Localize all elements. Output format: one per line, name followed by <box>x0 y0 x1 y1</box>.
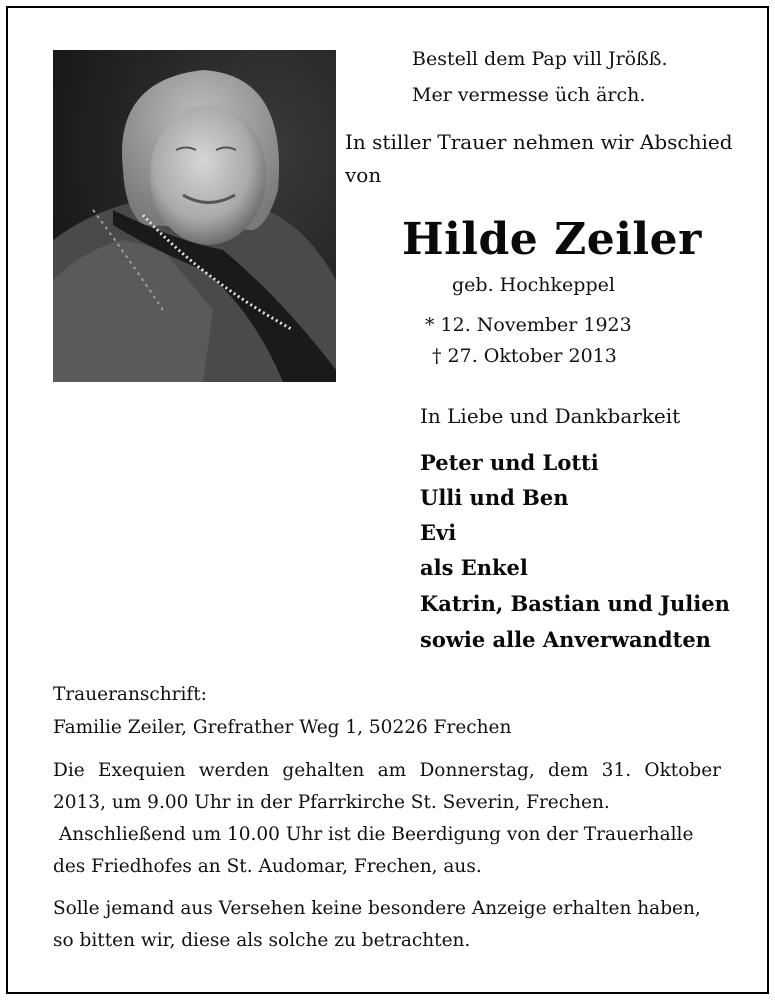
mourner-name: Katrin, Bastian und Julien <box>420 591 730 616</box>
service-line-4: des Friedhofes an St. Audomar, Frechen, aus. <box>53 856 482 877</box>
mourner-name: als Enkel <box>420 555 528 580</box>
intro-line-1: In stiller Trauer nehmen wir Abschied <box>345 130 733 154</box>
service-line-3: Anschließend um 10.00 Uhr ist die Beerdigung von der Trauerhalle <box>53 824 694 845</box>
deceased-name: Hilde Zeiler <box>402 214 702 265</box>
address-value: Familie Zeiler, Grefrather Weg 1, 50226 Frechen <box>53 717 512 738</box>
birth-date: * 12. November 1923 <box>425 314 632 336</box>
notice-line-1: Solle jemand aus Versehen keine besondere Anzeige erhalten haben, <box>53 898 701 919</box>
notice-line-2: so bitten wir, diese als solche zu betrachten. <box>53 930 471 951</box>
quote-line-1: Bestell dem Pap vill Jrößß. <box>412 48 668 70</box>
service-line-2: 2013, um 9.00 Uhr in der Pfarrkirche St. Severin, Frechen. <box>53 792 610 813</box>
birth-name: geb. Hochkeppel <box>452 274 615 296</box>
service-line-1: Die Exequien werden gehalten am Donnerstag, dem 31. Oktober <box>53 760 721 781</box>
intro-line-2: von <box>345 163 382 187</box>
mourner-name: Ulli und Ben <box>420 485 569 510</box>
quote-line-2: Mer vermesse üch ärch. <box>412 84 646 106</box>
mourner-name: sowie alle Anverwandten <box>420 627 711 652</box>
mourners-intro: In Liebe und Dankbarkeit <box>420 404 681 428</box>
death-date: † 27. Oktober 2013 <box>432 345 617 367</box>
mourner-name: Peter und Lotti <box>420 450 599 475</box>
portrait-photo <box>53 50 336 382</box>
address-label: Traueranschrift: <box>53 684 207 705</box>
mourner-name: Evi <box>420 520 457 545</box>
